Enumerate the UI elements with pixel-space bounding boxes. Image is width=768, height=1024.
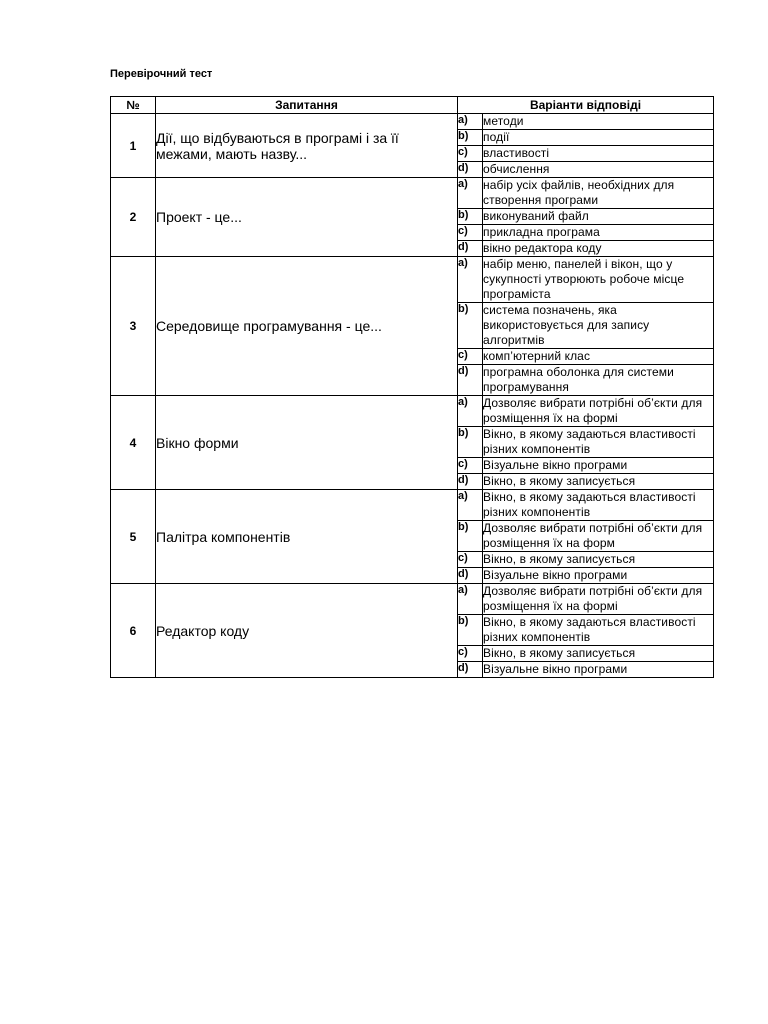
question-number: 3 <box>111 257 156 396</box>
option-text: комп’ютерний клас <box>483 349 714 365</box>
option-text: система позначень, яка використовується для запису алгоритмів <box>483 303 714 349</box>
question-text: Редактор коду <box>156 584 458 678</box>
option-text: Вікно, в якому записується <box>483 474 714 490</box>
option-letter: c) <box>458 646 483 662</box>
table-row <box>111 490 714 521</box>
option-letter: d) <box>458 365 483 396</box>
option-letter: c) <box>458 146 483 162</box>
table-header-row <box>111 97 714 114</box>
option-letter: b) <box>458 521 483 552</box>
header-answers: Варіанти відповіді <box>458 97 714 114</box>
option-letter: c) <box>458 349 483 365</box>
option-text: Дозволяє вибрати потрібні об’єкти для розміщення їх на формі <box>483 584 714 615</box>
question-text: Вікно форми <box>156 396 458 490</box>
question-number: 5 <box>111 490 156 584</box>
option-text: методи <box>483 114 714 130</box>
option-letter: c) <box>458 552 483 568</box>
option-text: набір меню, панелей і вікон, що у сукупності утворюють робоче місце програміста <box>483 257 714 303</box>
question-text: Палітра компонентів <box>156 490 458 584</box>
option-text: Вікно, в якому задаються властивості різних компонентів <box>483 427 714 458</box>
question-number: 4 <box>111 396 156 490</box>
option-text: набір усіх файлів, необхідних для створення програми <box>483 178 714 209</box>
option-letter: d) <box>458 162 483 178</box>
option-text: Вікно, в якому записується <box>483 552 714 568</box>
option-letter: d) <box>458 241 483 257</box>
question-number: 2 <box>111 178 156 257</box>
option-text: Візуальне вікно програми <box>483 568 714 584</box>
option-letter: d) <box>458 662 483 678</box>
option-text: виконуваний файл <box>483 209 714 225</box>
option-letter: a) <box>458 178 483 209</box>
option-text: вікно редактора коду <box>483 241 714 257</box>
option-letter: c) <box>458 458 483 474</box>
test-table <box>110 96 714 678</box>
question-number: 1 <box>111 114 156 178</box>
option-letter: c) <box>458 225 483 241</box>
option-text: Дозволяє вибрати потрібні об’єкти для розміщення їх на форм <box>483 521 714 552</box>
question-text: Проект - це... <box>156 178 458 257</box>
option-text: Вікно, в якому задаються властивості різних компонентів <box>483 615 714 646</box>
option-letter: a) <box>458 584 483 615</box>
option-letter: b) <box>458 130 483 146</box>
table-row <box>111 114 714 130</box>
option-letter: b) <box>458 303 483 349</box>
question-text: Середовище програмування - це... <box>156 257 458 396</box>
table-row <box>111 178 714 209</box>
option-text: властивості <box>483 146 714 162</box>
option-letter: b) <box>458 427 483 458</box>
table-row <box>111 584 714 615</box>
option-letter: a) <box>458 490 483 521</box>
option-letter: d) <box>458 568 483 584</box>
option-text: обчислення <box>483 162 714 178</box>
option-letter: b) <box>458 615 483 646</box>
option-text: Вікно, в якому задаються властивості різних компонентів <box>483 490 714 521</box>
option-letter: a) <box>458 257 483 303</box>
option-letter: a) <box>458 114 483 130</box>
header-number: № <box>111 97 156 114</box>
table-row <box>111 257 714 303</box>
option-text: Візуальне вікно програми <box>483 458 714 474</box>
option-letter: b) <box>458 209 483 225</box>
option-text: Візуальне вікно програми <box>483 662 714 678</box>
option-text: програмна оболонка для системи програмування <box>483 365 714 396</box>
question-text: Дії, що відбуваються в програмі і за її межами, мають назву... <box>156 114 458 178</box>
option-letter: d) <box>458 474 483 490</box>
document-title: Перевірочний тест <box>110 68 213 80</box>
option-text: Вікно, в якому записується <box>483 646 714 662</box>
table-row <box>111 396 714 427</box>
question-number: 6 <box>111 584 156 678</box>
option-text: події <box>483 130 714 146</box>
option-text: прикладна програма <box>483 225 714 241</box>
header-question: Запитання <box>156 97 458 114</box>
option-letter: a) <box>458 396 483 427</box>
option-text: Дозволяє вибрати потрібні об’єкти для розміщення їх на формі <box>483 396 714 427</box>
